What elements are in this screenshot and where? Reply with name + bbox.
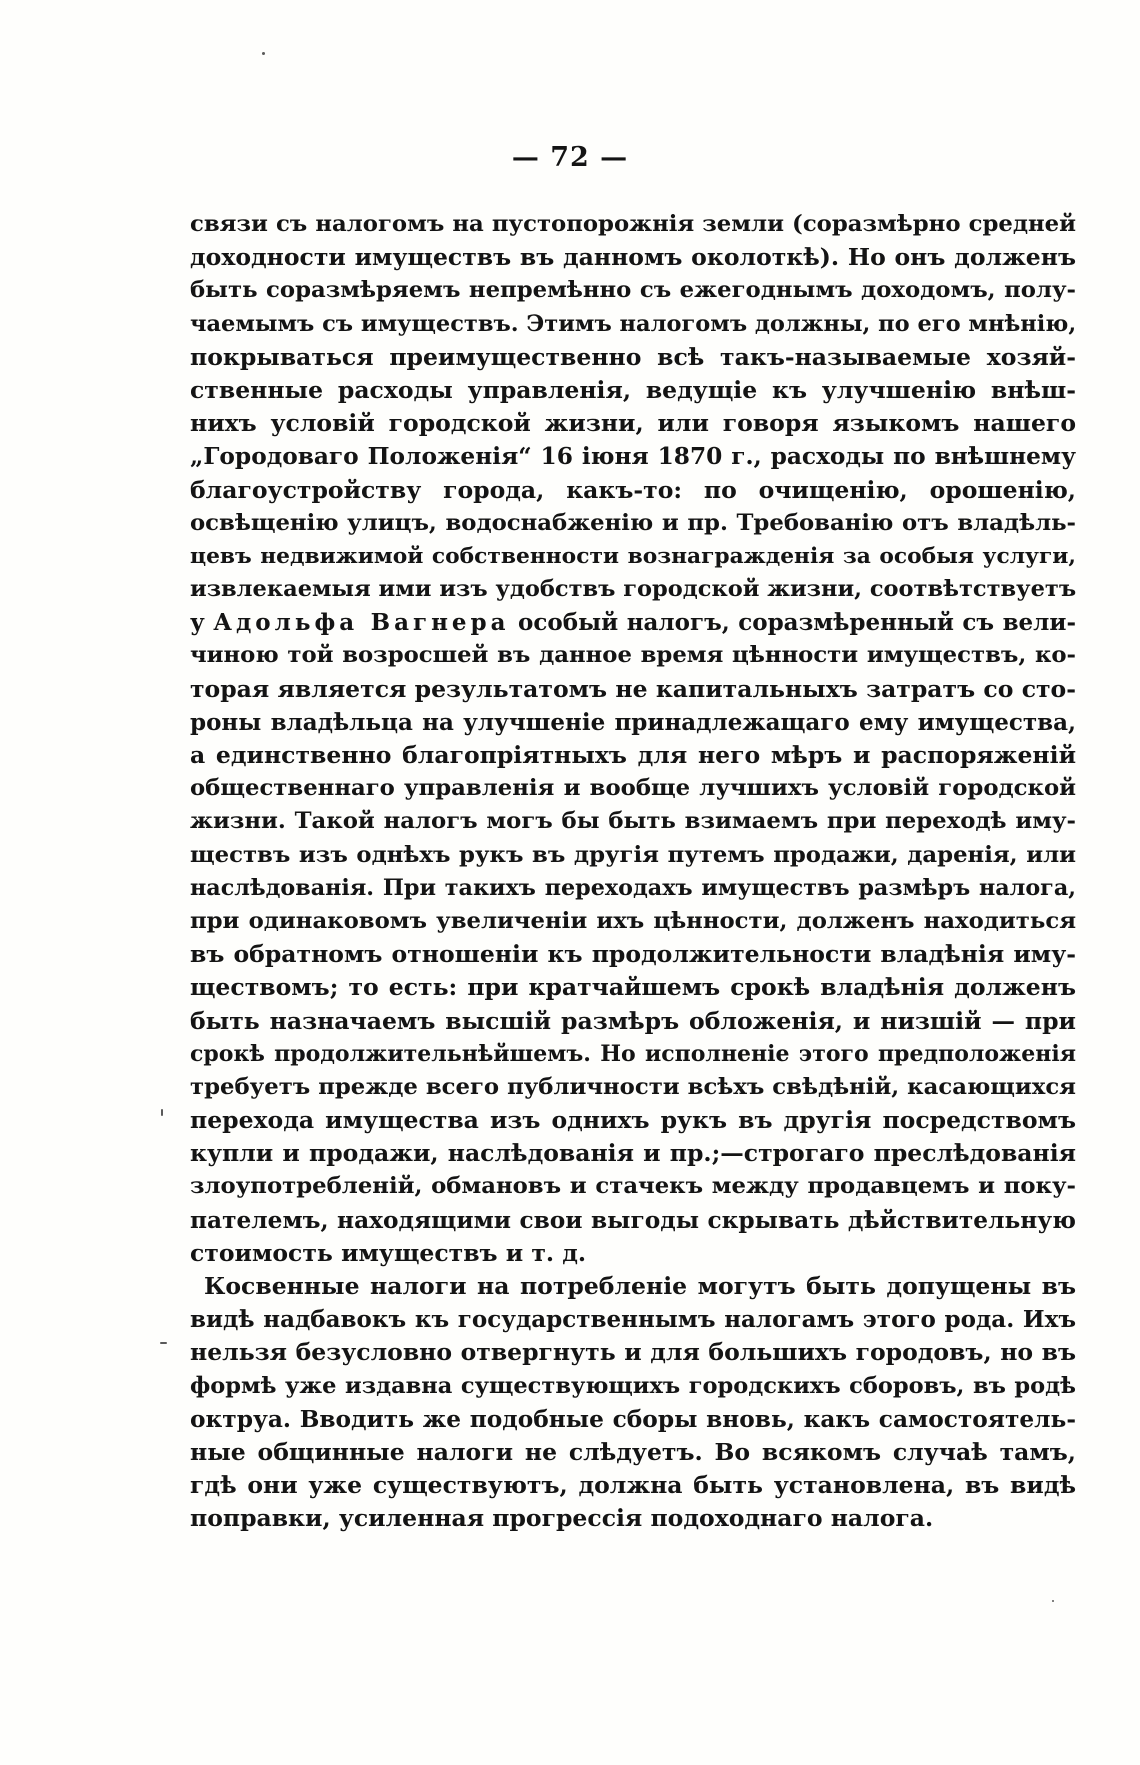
text-line: а единственно благопріятныхъ для него мѣръ и распоряженій <box>190 741 1076 769</box>
text-line: освѣщенію улицъ, водоснабженію и пр. Требованію отъ владѣль- <box>190 509 1076 536</box>
text-line: цевъ недвижимой собственности вознагражденія за особыя услуги, <box>190 543 1076 569</box>
text-line: перехода имущества изъ однихъ рукъ въ другія посредствомъ <box>190 1106 1076 1135</box>
text-line: требуетъ прежде всего публичности всѣхъ свѣдѣній, касающихся <box>190 1073 1076 1100</box>
scan-speck <box>262 52 265 55</box>
text-line: ществъ изъ однѣхъ рукъ въ другія путемъ продажи, даренія, или <box>190 841 1076 868</box>
text-line: быть назначаемъ высшій размѣръ обложенія, и низшій — при <box>190 1006 1076 1035</box>
text-line: формѣ уже издавна существующихъ городскихъ сборовъ, въ родѣ <box>190 1372 1076 1399</box>
paragraph-start-line: Косвенные налоги на потребленіе могутъ быть допущены въ <box>204 1272 1076 1300</box>
text-line: жизни. Такой налогъ могъ бы быть взимаемъ при переходѣ иму- <box>190 808 1076 835</box>
text-line: пателемъ, находящими свои выгоды скрывать дѣйствительную <box>190 1206 1076 1234</box>
text-line: нельзя безусловно отвергнуть и для большихъ городовъ, но въ <box>190 1338 1076 1367</box>
text-line: купли и продажи, наслѣдованія и пр.;—строгаго преслѣдованія <box>190 1139 1076 1168</box>
text-line: октруа. Вводить же подобные сборы вновь, какъ самостоятель- <box>190 1405 1076 1433</box>
text-line: покрываться преимущественно всѣ такъ-называемые хозяй- <box>190 342 1076 371</box>
text-line: наслѣдованія. При такихъ переходахъ имуществъ размѣръ налога, <box>190 874 1076 901</box>
scan-speck <box>161 1109 163 1116</box>
text-line: злоупотребленій, обмановъ и стачекъ между продавцемъ и поку- <box>190 1173 1076 1200</box>
text-line: торая является результатомъ не капитальныхъ затратъ со сто- <box>190 674 1076 703</box>
page-number: — 72 — <box>511 142 629 173</box>
text-line: извлекаемыя ими изъ удобствъ городской жизни, соотвѣтствуетъ <box>190 576 1077 603</box>
text-line: нихъ условій городской жизни, или говоря языкомъ нашего <box>190 409 1076 438</box>
spaced-name: Адольфа Вагнера <box>213 609 510 637</box>
text-line: связи съ налогомъ на пустопорожнія земли (соразмѣрно средней <box>190 211 1076 237</box>
text-line: въ обратномъ отношеніи къ продолжительности владѣнія иму- <box>190 940 1076 969</box>
scan-speck <box>160 1342 167 1344</box>
text-line: при одинаковомъ увеличеніи ихъ цѣнности, долженъ находиться <box>190 907 1076 934</box>
line-rest: особый налогъ, соразмѣренный съ вели- <box>518 609 1076 637</box>
text-line: чаемымъ съ имуществъ. Этимъ налогомъ должны, по его мнѣнію, <box>190 310 1077 337</box>
paragraph-end-line: стоимость имуществъ и т. д. <box>190 1238 587 1267</box>
text-line: гдѣ они уже существуютъ, должна быть установлена, въ видѣ <box>190 1471 1076 1500</box>
text-line-wagner <box>190 606 1076 639</box>
line-prefix: у <box>190 609 205 637</box>
paragraph-end-line: поправки, усиленная прогрессія подоходнаго налога. <box>190 1504 934 1533</box>
text-line: видѣ надбавокъ къ государственнымъ налогамъ этого рода. Ихъ <box>190 1306 1076 1334</box>
text-line: ные общинные налоги не слѣдуетъ. Во всякомъ случаѣ тамъ, <box>190 1437 1076 1466</box>
text-line: чиною той возросшей въ данное время цѣнности имуществъ, ко- <box>190 642 1076 669</box>
text-line: быть соразмѣряемъ непремѣнно съ ежегоднымъ доходомъ, полу- <box>190 277 1076 304</box>
text-line: „Городоваго Положенія“ 16 іюня 1870 г., расходы по внѣшнему <box>190 443 1076 471</box>
text-line: ществомъ; то есть: при кратчайшемъ срокѣ владѣнія долженъ <box>190 973 1076 1002</box>
scan-speck <box>1052 1600 1054 1602</box>
body-text <box>190 208 1076 1536</box>
text-line: срокѣ продолжительнѣйшемъ. Но исполненіе этого предположенія <box>190 1040 1076 1067</box>
text-line: ственные расходы управленія, ведущіе къ улучшенію внѣш- <box>190 375 1076 404</box>
text-line: доходности имуществъ въ данномъ околоткѣ). Но онъ долженъ <box>190 243 1076 272</box>
text-line: роны владѣльца на улучшеніе принадлежащаго ему имущества, <box>190 708 1076 736</box>
text-line: благоустройству города, какъ-то: по очищенію, орошенію, <box>190 475 1076 504</box>
text-line: общественнаго управленія и вообще лучшихъ условій городской <box>190 775 1076 802</box>
